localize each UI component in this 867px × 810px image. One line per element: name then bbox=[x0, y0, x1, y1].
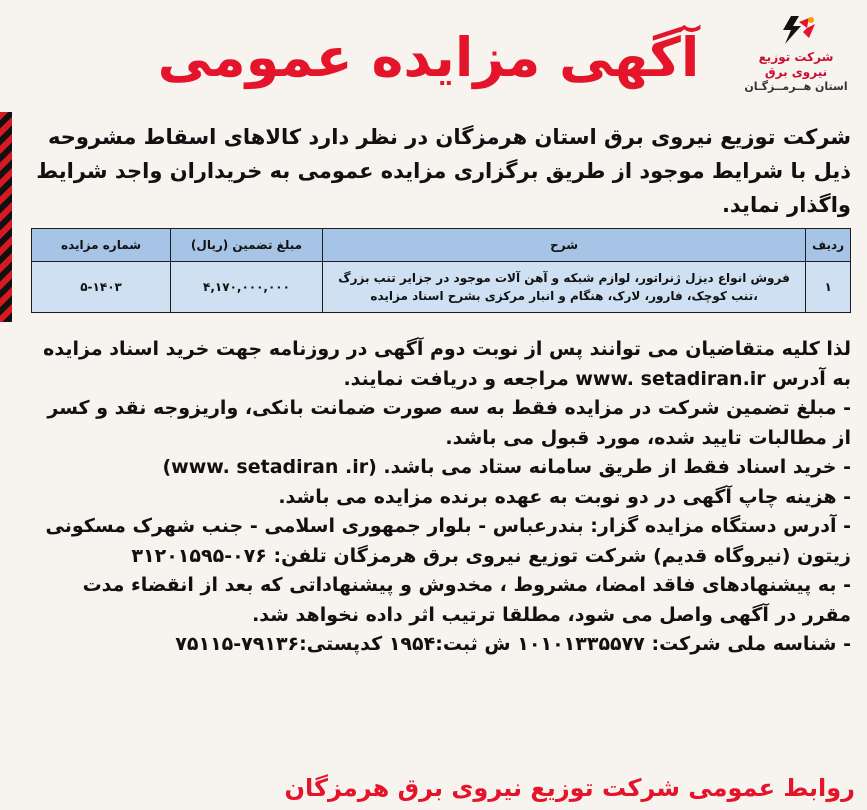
paragraph-cost: - هزینه چاپ آگهی در دو نوبت به عهده برنده مزایده می باشد. bbox=[278, 485, 851, 508]
header bbox=[12, 8, 855, 120]
logo-company-name: شرکت توزیع نیروی برق bbox=[758, 50, 834, 79]
notice-body bbox=[32, 335, 851, 660]
setadiran-link[interactable]: www. setadiran.ir bbox=[575, 367, 766, 390]
decorative-stripes bbox=[0, 112, 12, 322]
paragraph-documents bbox=[32, 335, 851, 394]
notice-title: آگهی مزایده عمومی bbox=[157, 26, 700, 89]
paragraph-guarantee: - مبلغ تضمین شرکت در مزایده فقط به سه صورت ضمانت بانکی، واریزوجه نقد و کسر از مطالبات تایید شده، مورد قبول می باشد. bbox=[47, 397, 851, 449]
table-header-row bbox=[32, 229, 851, 262]
cell-guarantee: ۴,۱۷۰,۰۰۰,۰۰۰ bbox=[171, 262, 323, 313]
paragraph-company-id: - شناسه ملی شرکت: ۱۰۱۰۱۳۳۵۵۷۷ ش ثبت:۱۹۵۴ کدپستی:۷۹۱۳۶-۷۵۱۱۵ bbox=[175, 633, 851, 655]
header-auction-number: شماره مزایده bbox=[32, 229, 171, 262]
power-logo-icon bbox=[773, 14, 819, 50]
table-row bbox=[32, 262, 851, 313]
cell-row-number: ۱ bbox=[806, 262, 851, 313]
auction-items-table bbox=[31, 228, 851, 313]
cell-auction-number: ۵-۱۴۰۳ bbox=[32, 262, 171, 313]
header-description: شرح bbox=[322, 229, 805, 262]
purchase-text: - خرید اسناد فقط از طریق سامانه ستاد می باشد. bbox=[383, 456, 851, 478]
header-row-number: ردیف bbox=[806, 229, 851, 262]
documents-text-end: مراجعه و دریافت نمایند. bbox=[343, 367, 569, 390]
intro-text: شرکت توزیع نیروی برق استان هرمزگان در نظر دارد کالاهای اسقاط مشروحه ذیل با شرایط موجود از طریق برگزاری مزایده عمومی به خریداران واجد شرایط واگذار نماید. bbox=[36, 125, 851, 217]
public-relations-footer: روابط عمومی شرکت توزیع نیروی برق هرمزگان bbox=[284, 774, 855, 802]
paragraph-conditions: - به پیشنهادهای فاقد امضا، مشروط ، مخدوش و پیشنهاداتی که بعد از انقضاء مدت مقرر در آگهی واصل می شود، مطلقا ترتیب اثر داده نخواهد شد. bbox=[82, 574, 851, 626]
company-logo bbox=[741, 14, 851, 94]
paragraph-address: - آدرس دستگاه مزایده گزار: بندرعباس - بلوار جمهوری اسلامی - جنب شهرک مسکونی زیتون (نیروگاه قدیم) شرکت توزیع نیروی برق هرمزگان تلفن: ۰۷۶-۳۱۲۰۱۵۹۵ bbox=[45, 515, 851, 567]
header-guarantee: مبلغ تضمین (ریال) bbox=[171, 229, 323, 262]
logo-province: استان هــرمــزگـان bbox=[744, 80, 848, 93]
documents-text: لذا کلیه متقاضیان می توانند پس از نوبت دوم آگهی در روزنامه جهت خرید اسناد مزایده به آدرس bbox=[43, 338, 851, 390]
setadiran-link-2[interactable]: (www. setadiran .ir) bbox=[162, 456, 377, 478]
cell-description: فروش انواع دیزل ژنراتور، لوازم شبکه و آهن آلات موجود در جزایر تنب بزرگ ،تنب کوچک، فارور، لارک، هنگام و انبار مرکزی بشرح اسناد مزایده bbox=[322, 262, 805, 313]
paragraph-purchase bbox=[32, 453, 851, 483]
